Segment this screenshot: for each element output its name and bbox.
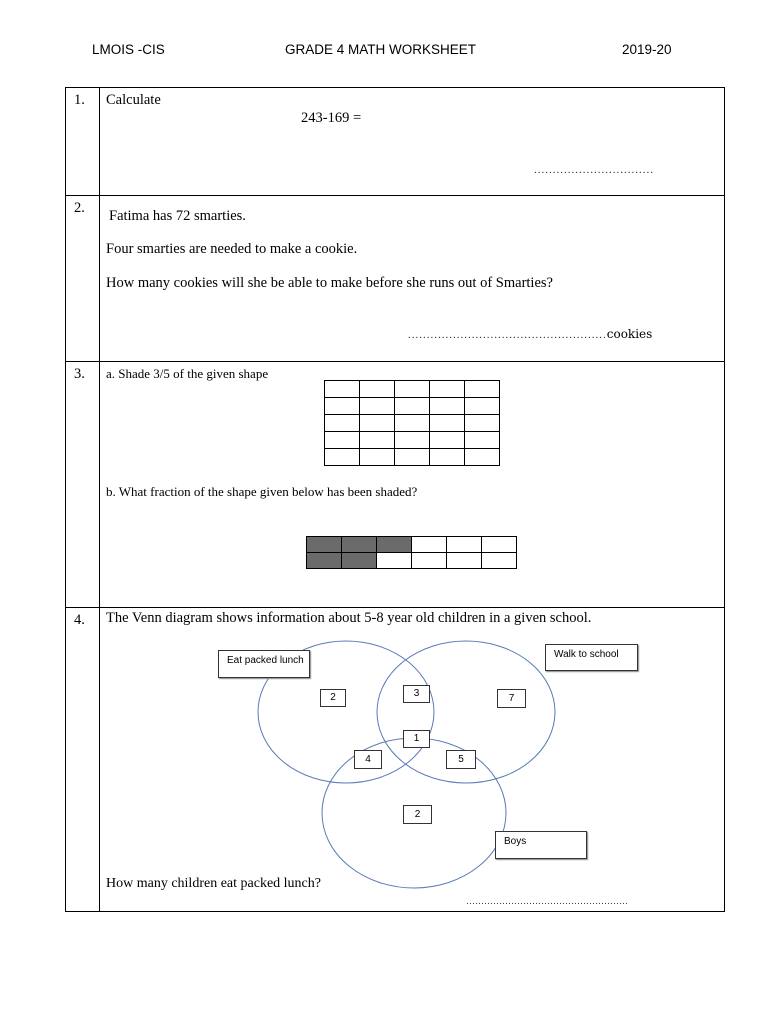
grid-cell[interactable] [325,415,360,432]
grid-cell[interactable] [395,415,430,432]
grid-cell[interactable] [360,381,395,398]
question-number: 4. [74,612,85,628]
grid-cell [307,553,342,569]
question-number: 2. [74,200,85,216]
q2-line-2: Four smarties are needed to make a cookie. [106,241,358,257]
school-name: LMOIS -CIS [92,42,165,57]
grid-cell[interactable] [465,398,500,415]
q2-line-3: How many cookies will she be able to make before she runs out of Smarties? [106,275,553,291]
grid-cell[interactable] [360,398,395,415]
grid-cell [412,553,447,569]
q2-line-1: Fatima has 72 smarties. [109,208,246,224]
grid-cell [377,537,412,553]
question-body [100,88,725,196]
q1-expression: 243-169 = [301,110,362,126]
region-walk-only: 7 [497,689,526,708]
grid-cell [482,537,517,553]
question-row-4 [66,608,725,912]
grid-cell[interactable] [430,432,465,449]
q4-question: How many children eat packed lunch? [106,876,321,891]
grid-cell[interactable] [430,449,465,466]
q2-answer-unit: cookies [606,327,653,341]
grid-cell[interactable] [325,398,360,415]
grid-cell[interactable] [430,381,465,398]
grid-cell[interactable] [430,398,465,415]
q1-label: Calculate [106,92,161,108]
region-walk-boys: 5 [446,750,476,769]
question-row-3 [66,362,725,608]
q2-answer-line[interactable]: ..................................................... [408,329,607,341]
question-number: 1. [74,92,85,108]
worksheet-title: GRADE 4 MATH WORKSHEET [285,42,477,57]
question-body [100,196,725,362]
grid-cell [482,553,517,569]
q1-answer-line[interactable]: ................................ [534,164,654,176]
grid-cell [412,537,447,553]
grid-cell[interactable] [395,449,430,466]
grid-cell [447,553,482,569]
q4-intro: The Venn diagram shows information about 5-8 year old children in a given school. [106,610,592,626]
region-all-three: 1 [403,730,430,748]
grid-cell [342,537,377,553]
grid-cell [447,537,482,553]
grid-cell[interactable] [325,432,360,449]
grid-cell[interactable] [395,398,430,415]
q3-part-a: a. Shade 3/5 of the given shape [106,366,269,381]
q4-answer-line[interactable]: ……………………………………………… [466,896,628,906]
grid-cell [342,553,377,569]
region-lunch-walk: 3 [403,685,430,703]
grid-cell[interactable] [395,432,430,449]
grid-cell[interactable] [465,381,500,398]
grid-cell [307,537,342,553]
set-label-lunch: Eat packed lunch [218,650,310,678]
region-lunch-only: 2 [320,689,346,707]
grid-cell[interactable] [325,449,360,466]
shape-grid-a[interactable] [324,380,500,466]
question-row-1 [66,88,725,196]
questions-table [65,87,725,912]
question-body [100,608,725,912]
set-label-walk: Walk to school [545,644,638,671]
question-number: 3. [74,366,85,382]
grid-cell [377,553,412,569]
question-row-2 [66,196,725,362]
grid-cell[interactable] [360,432,395,449]
grid-cell[interactable] [465,432,500,449]
grid-cell[interactable] [465,415,500,432]
q3-part-b: b. What fraction of the shape given below has been shaded? [106,484,418,499]
question-body [100,362,725,608]
shape-grid-b [306,536,517,569]
school-year: 2019-20 [622,42,672,57]
region-lunch-boys: 4 [354,750,382,769]
grid-cell[interactable] [465,449,500,466]
grid-cell[interactable] [360,415,395,432]
region-boys-only: 2 [403,805,432,824]
grid-cell[interactable] [325,381,360,398]
grid-cell[interactable] [430,415,465,432]
set-label-boys: Boys [495,831,587,859]
grid-cell[interactable] [395,381,430,398]
grid-cell[interactable] [360,449,395,466]
